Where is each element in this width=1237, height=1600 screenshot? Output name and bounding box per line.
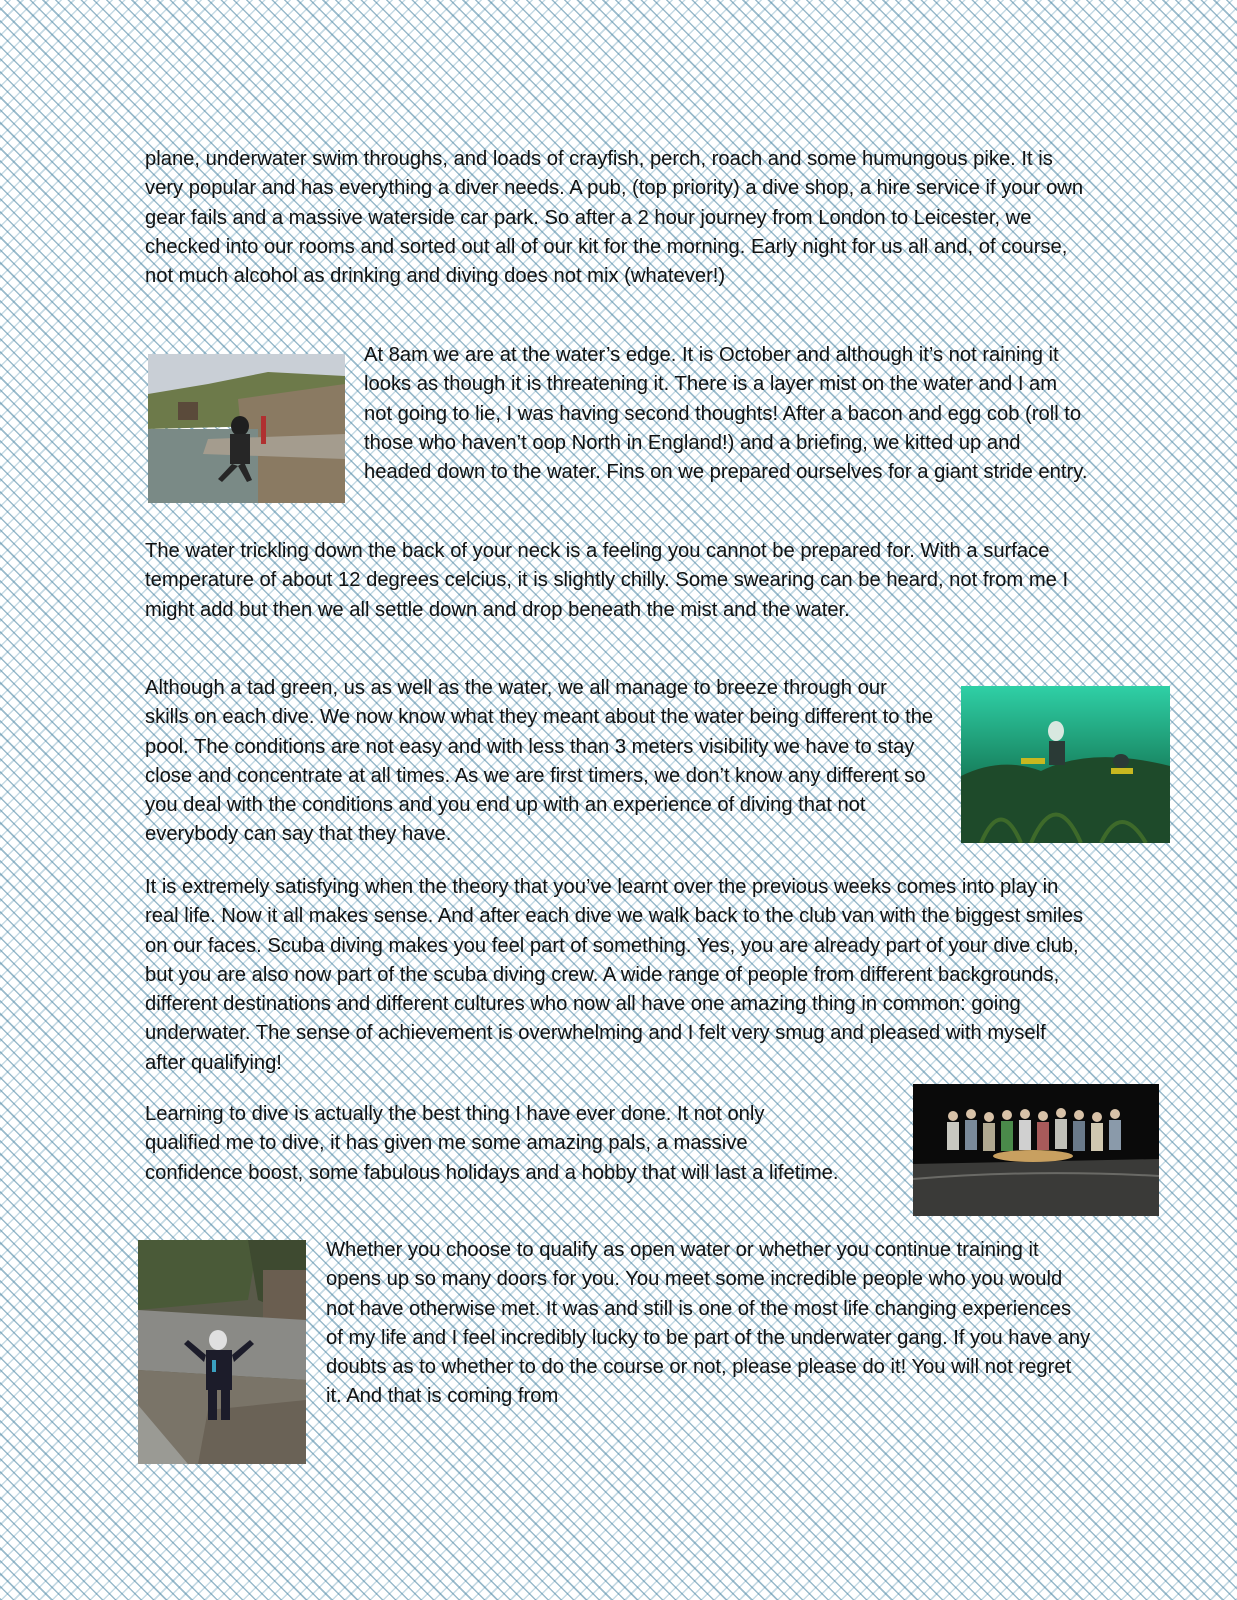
photo-underwater-divers	[961, 686, 1170, 843]
paragraph-quarry-intro: plane, underwater swim throughs, and loads of crayfish, perch, roach and some humungous pike. It is very popular and has everything a diver needs. A pub, (top priority) a dive shop, a hire service if your own gear fails and a massive waterside car park. So after a 2 hour journey from London to Leicester, we checked into our rooms and sorted out all of our kit for the morning. Early night for us all and, of course, not much alcohol as drinking and diving does not mix (whatever!)	[145, 148, 1084, 288]
paragraph-satisfying-theory: It is extremely satisfying when the theory that you’ve learnt over the previous weeks comes into play in real life. Now it all makes sense. And after each dive we walk back to the club van with the biggest smiles on our faces. Scuba diving makes you feel part of something. Yes, you are already part of your dive club, but you are also now part of the scuba diving crew. A wide range of people from different backgrounds, different destinations and different cultures who now all have one amazing thing in common: going underwater. The sense of achievement is overwhelming and I felt very smug and pleased with myself after qualifying!	[145, 876, 1084, 1074]
paragraph-best-thing: Learning to dive is actually the best thing I have ever done. It not only qualified me to dive, it has given me some amazing pals, a massive confidence boost, some fabulous holidays and a hobby that will last a lifetime.	[145, 1103, 839, 1184]
photo-group-night	[913, 1084, 1159, 1216]
paragraph-waters-edge: At 8am we are at the water’s edge. It is October and although it’s not raining it looks as though it is threatening it. There is a layer mist on the water and I am not going to lie, I was having second thoughts! After a bacon and egg cob (roll to those who haven’t oop North in England!) and a briefing, we kitted up and headed down to the water. Fins on we prepared ourselves for a giant stride entry.	[364, 344, 1088, 484]
paragraph-whether-qualify: Whether you choose to qualify as open water or whether you continue training it opens up so many doors for you. You meet some incredible people who you would not have otherwise met. It was and still is one of the most life changing experiences of my life and I feel incredibly lucky to be part of the underwater gang. If you have any doubts as to whether to do the course or not, please please do it! You will not regret it. And that is coming from	[326, 1239, 1091, 1408]
photo-giant-stride-entry	[148, 354, 345, 503]
paragraph-skills-dives: Although a tad green, us as well as the water, we all manage to breeze through our skills on each dive. We now know what they meant about the water being different to the pool. The conditions are not easy and with less than 3 meters visibility we have to stay close and concentrate at all times. As we are first timers, we don’t know any different so you deal with the conditions and you end up with an experience of diving that not everybody can say that they have.	[145, 677, 934, 846]
photo-diver-exiting-water	[138, 1240, 306, 1464]
paragraph-cold-water: The water trickling down the back of your neck is a feeling you cannot be prepared for. With a surface temperature of about 12 degrees celcius, it is slightly chilly. Some swearing can be heard, not from me I might add but then we all settle down and drop beneath the mist and the water.	[145, 540, 1069, 621]
